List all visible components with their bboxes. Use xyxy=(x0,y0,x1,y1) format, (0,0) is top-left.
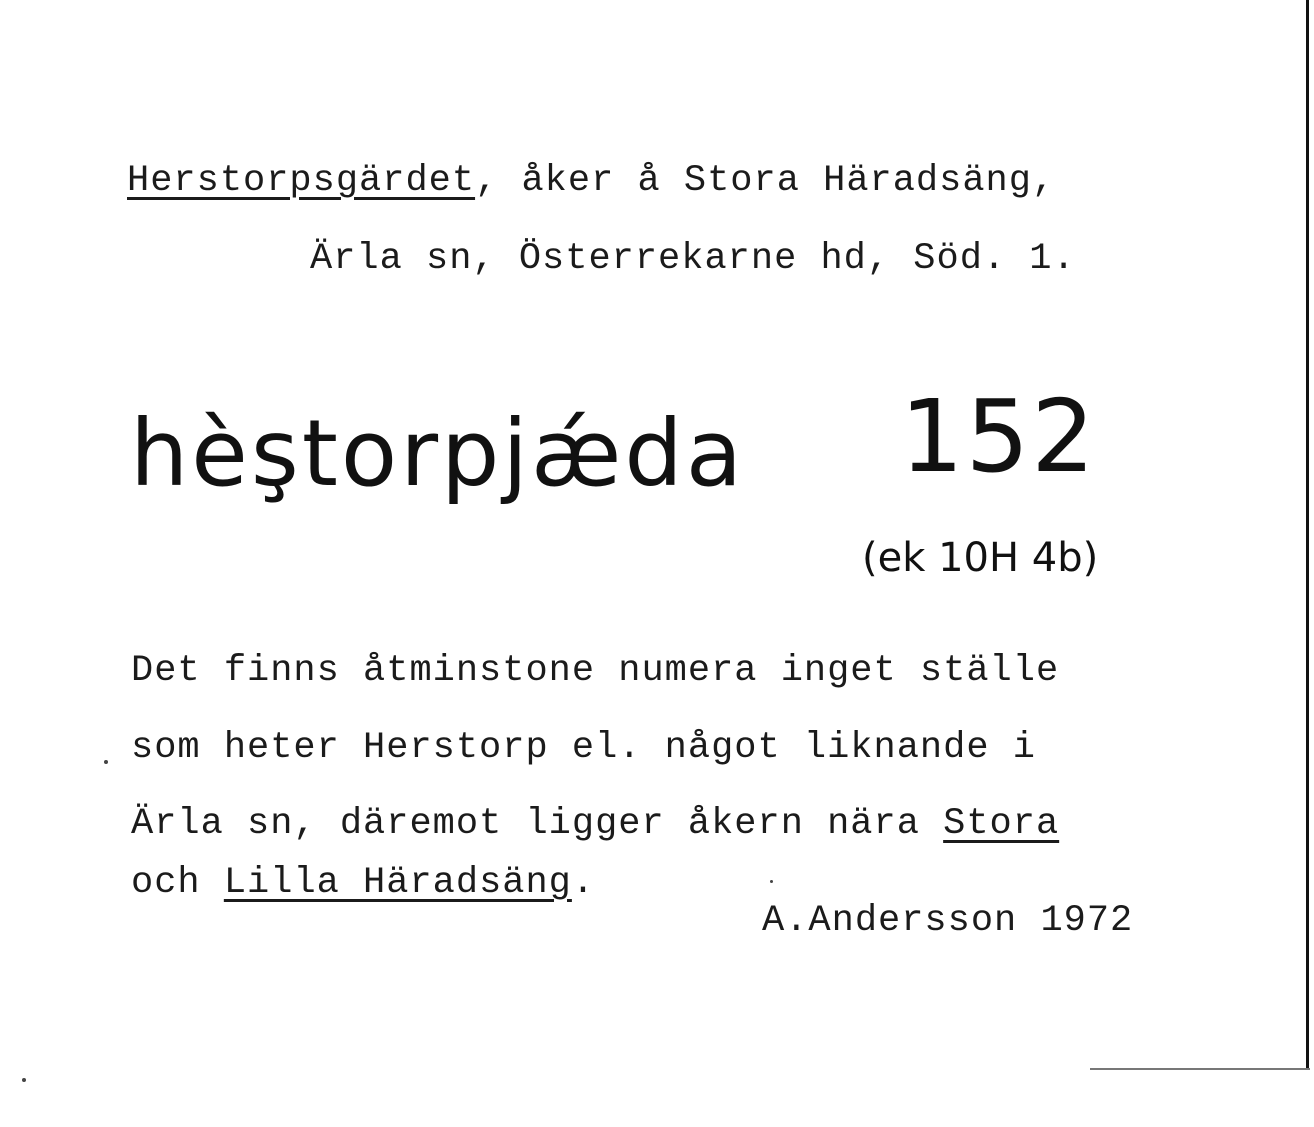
reference-code: (ek 10H 4b) xyxy=(862,535,1099,581)
card-border-right xyxy=(1306,0,1309,1070)
scan-speck xyxy=(22,1078,26,1082)
heading-line-2: Ärla sn, Österrekarne hd, Söd. 1. xyxy=(310,238,1076,280)
note-line-4 xyxy=(131,862,595,904)
place-stora: Stora xyxy=(943,803,1060,845)
card-border-bottom xyxy=(1090,1068,1310,1070)
heading-line-1 xyxy=(127,160,1055,202)
signature: A.Andersson 1972 xyxy=(762,900,1134,942)
note-line-3-text: Ärla sn, däremot ligger åkern nära xyxy=(131,803,944,845)
place-lilla-haradsang: Lilla Häradsäng xyxy=(223,862,572,904)
note-line-1: Det finns åtminstone numera inget ställe xyxy=(131,650,1060,692)
scan-speck xyxy=(770,880,773,883)
record-number: 152 xyxy=(900,378,1097,495)
place-name: Herstorpsgärdet xyxy=(127,160,476,202)
note-line-4-end: . xyxy=(571,862,596,904)
heading-line-1-rest: , åker å Stora Häradsäng, xyxy=(475,160,1056,202)
phonetic-transcription: hèştorpjǽda xyxy=(130,400,746,507)
note-line-2: som heter Herstorp el. något liknande i xyxy=(131,727,1036,769)
scan-speck xyxy=(104,760,108,764)
note-line-4-text: och xyxy=(131,862,224,904)
note-line-3 xyxy=(131,803,1059,845)
